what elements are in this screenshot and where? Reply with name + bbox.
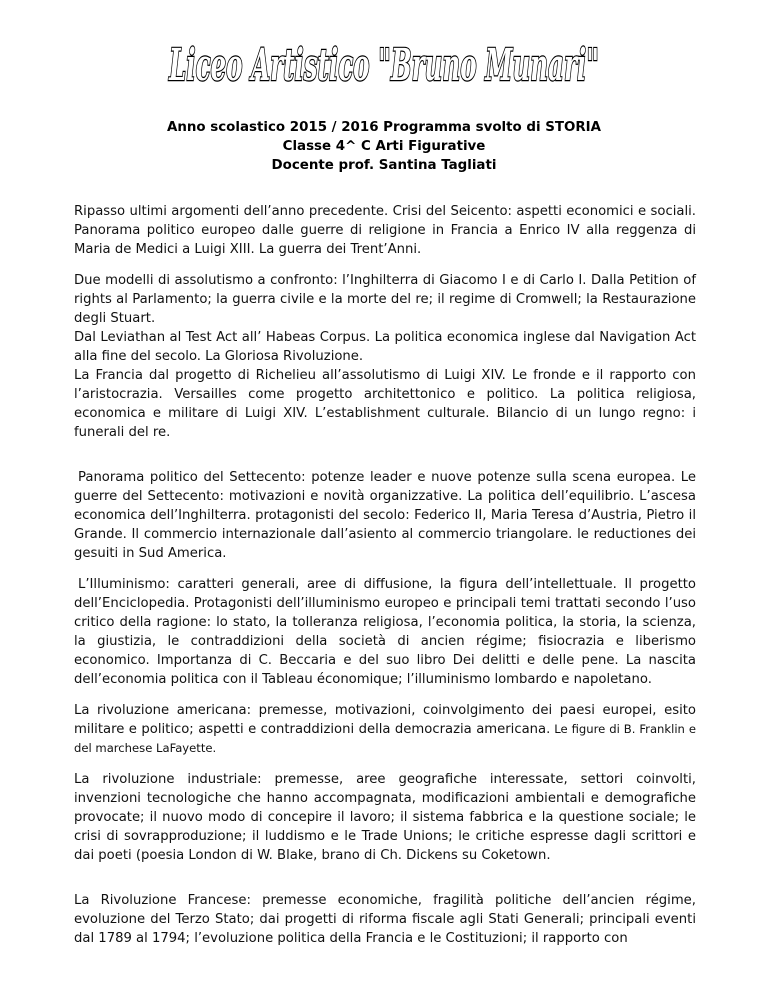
- paragraph-assolutismo: Due modelli di assolutismo a confronto: l’Inghilterra di Giacomo I e di Carlo I. Dalla Petition of rights al Parlamento; la guerra civile e la morte del re; il regime di Cromwell; la Restaurazione degli Stuart.: [74, 273, 696, 326]
- header-school-year-line: Anno scolastico 2015 / 2016 Programma svolto di STORIA: [166, 120, 602, 135]
- paragraph-ripasso: Ripasso ultimi argomenti dell’anno precedente. Crisi del Seicento: aspetti economici e sociali. Panorama politico europeo dalle guerre di religione in Francia a Enrico IV alla reggenza di Maria de Medici a Luigi XIII. La guerra dei Trent’Anni.: [74, 204, 696, 257]
- paragraph-rivoluzione-francese: La Rivoluzione Francese: premesse economiche, fragilità politiche dell’ancien régime, evoluzione del Terzo Stato; dai progetti di riforma fiscale agli Stati Generali; principali eventi dal 1789 al 1794; l’evoluzione politica della Francia e le Costituzioni; il rapporto con: [74, 893, 696, 946]
- document-body: [74, 202, 696, 948]
- header-teacher-line: Docente prof. Santina Tagliati: [271, 158, 497, 173]
- paragraph-rivoluzione-americana-text: La rivoluzione americana: premesse, motivazioni, coinvolgimento dei paesi europei, esito militare e politico; aspetti e contraddizioni della democrazia americana.: [74, 703, 696, 737]
- header-class-line: Classe 4^ C Arti Figurative: [282, 139, 486, 154]
- paragraph-habeas-corpus: Dal Leviathan al Test Act all’ Habeas Corpus. La politica economica inglese dal Navigation Act alla fine del secolo. La Gloriosa Rivoluzione.: [74, 330, 696, 364]
- paragraph-rivoluzione-americana-note: Le figure di B. Franklin e del marchese LaFayette.: [74, 722, 696, 755]
- school-logo-wordmark: [164, 22, 604, 102]
- paragraph-francia: La Francia dal progetto di Richelieu all’assolutismo di Luigi XIV. Le fronde e il rapporto con l’aristocrazia. Versailles come progetto architettonico e politico. La politica religiosa, economica e militare di Luigi XIV. L’establishment culturale. Bilancio di un lungo regno: i funerali del re.: [74, 368, 696, 440]
- school-logo-text: Liceo Artistico "Bruno Munari": [167, 40, 600, 91]
- paragraph-settecento: Panorama politico del Settecento: potenze leader e nuove potenze sulla scena europea. Le guerre del Settecento: motivazioni e novità organizzative. La politica dell’equilibrio. L’ascesa economica dell’Inghilterra. protagonisti del secolo: Federico II, Maria Teresa d’Austria, Pietro il Grande. Il commercio internazionale dall’asiento al commercio triangolare. le reductiones dei gesuiti in Sud America.: [74, 470, 696, 561]
- document-header: [0, 118, 768, 175]
- paragraph-rivoluzione-americana: [74, 701, 696, 758]
- school-logo: [0, 22, 768, 102]
- paragraph-illuminismo: L’Illuminismo: caratteri generali, aree di diffusione, la figura dell’intellettuale. Il progetto dell’Enciclopedia. Protagonisti dell’illuminismo europeo e principali temi trattati secondo l’uso critico della ragione: lo stato, la tolleranza religiosa, l’economia politica, la storia, la scienza, la giustizia, le contraddizioni della società di ancien régime; fisiocrazia e liberismo economico. Importanza di C. Beccaria e del suo libro Dei delitti e delle pene. La nascita dell’economia politica con il Tableau économique; l’illuminismo lombardo e napoletano.: [74, 577, 696, 687]
- paragraph-rivoluzione-industriale: La rivoluzione industriale: premesse, aree geografiche interessate, settori coinvolti, invenzioni tecnologiche che hanno accompagnata, modificazioni ambientali e demografiche provocate; il nuovo modo di concepire il lavoro; il sistema fabbrica e la questione sociale; le crisi di sovrapproduzione; il luddismo e le Trade Unions; le critiche espresse dagli scrittori e dai poeti (poesia London di W. Blake, brano di Ch. Dickens su Coketown.: [74, 772, 696, 863]
